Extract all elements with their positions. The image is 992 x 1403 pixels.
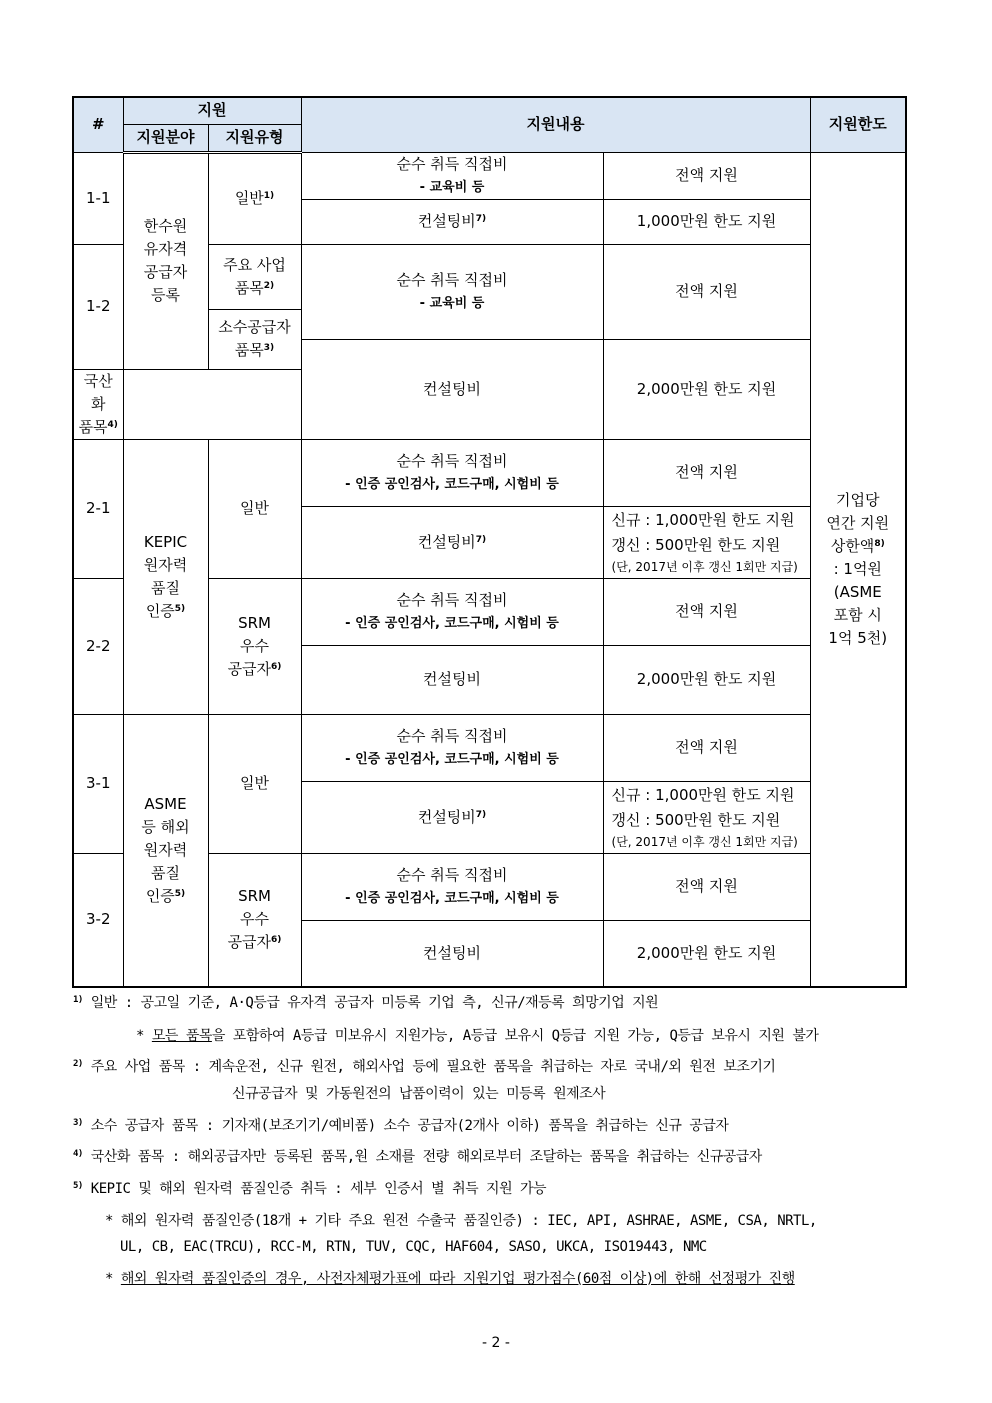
footnote-5-b: UL, CB, EAC(TRCU), RCC-M, RTN, TUV, CQC, HAF604, SASO, UKCA, ISO19443, NMC	[120, 1239, 707, 1255]
footnote-5-c	[105, 1268, 795, 1290]
amount-note: (단, 2017년 이후 갱신 1회만 지급)	[611, 560, 798, 574]
footnote-text: 을 포함하여 A등급 미보유시 지원가능, A등급 보유시 Q등급 지원 가능, Q등급 보유시 지원 불가	[211, 1028, 819, 1044]
header-no: #	[73, 97, 123, 152]
row-number: 1-1	[73, 152, 123, 244]
limit-line: 상한액	[830, 536, 875, 555]
type-cell: 일반	[208, 439, 301, 578]
content-cell	[301, 578, 603, 645]
amount-cell: 1,000만원 한도 지원	[603, 199, 810, 244]
footnote-underlined: 모든 품목	[151, 1028, 212, 1044]
amount-cell	[603, 781, 810, 853]
footnote-ref: 6)	[271, 935, 282, 946]
amount-renew: 갱신 : 500만원 한도 지원	[611, 536, 781, 554]
field-line: 품질	[151, 863, 180, 882]
field-line: 등 해외	[141, 817, 190, 836]
footnote-ref: 2)	[263, 280, 275, 291]
field-line: KEPIC	[143, 532, 188, 551]
type-cell	[208, 309, 301, 369]
header-field: 지원분야	[123, 124, 208, 152]
footnote-2-cont: 신규공급자 및 가동원전의 납품이력이 있는 미등록 원제조사	[232, 1086, 606, 1102]
footnote-underlined: 해외 원자력 품질인증의 경우, 사전자체평가표에 따라 지원기업 평가점수(60점 이상)에 한해 선정평가 진행	[120, 1271, 795, 1287]
footnote-ref: 5)	[174, 888, 186, 899]
field-line: 원자력	[143, 840, 188, 859]
footnote-text: *	[136, 1028, 152, 1044]
type-cell: 일반	[208, 714, 301, 853]
type-line: 국산화	[83, 371, 113, 413]
field-cell	[123, 439, 208, 714]
type-label: 일반	[234, 189, 264, 207]
footnote-marker: 5)	[73, 1181, 83, 1191]
field-cell	[123, 152, 208, 369]
amount-cell: 전액 지원	[603, 244, 810, 339]
field-line: 원자력	[143, 555, 188, 574]
header-content: 지원내용	[301, 97, 810, 152]
header-support: 지원	[123, 97, 301, 124]
footnote-marker: 4)	[73, 1149, 83, 1159]
type-line: 공급자	[227, 659, 272, 678]
content-cell	[301, 244, 603, 339]
footnote-ref: 6)	[271, 661, 282, 672]
limit-line: 포함 시	[833, 605, 882, 624]
limit-line: 1억 5천)	[828, 628, 888, 647]
footnote-marker: 2)	[73, 1059, 83, 1069]
content-cell	[301, 853, 603, 920]
content-cell	[301, 199, 603, 244]
field-cell	[123, 714, 208, 987]
footnote-text: KEPIC 및 해외 원자력 품질인증 취득 : 세부 인증서 별 취득 지원 가능	[90, 1181, 547, 1197]
content-sub: - 교육비 등	[419, 179, 485, 195]
content-cell: 컨설팅비	[301, 339, 603, 439]
type-line: SRM	[238, 887, 271, 906]
amount-new: 신규 : 1,000만원 한도 지원	[611, 786, 795, 804]
content-sub: - 인증 공인검사, 코드구매, 시험비 등	[345, 476, 559, 492]
limit-line: : 1억원	[833, 559, 882, 578]
footnote-5	[73, 1178, 546, 1200]
field-line: 품질	[151, 578, 180, 597]
content-line: 컨설팅비	[417, 807, 476, 826]
amount-new: 신규 : 1,000만원 한도 지원	[611, 511, 795, 529]
content-cell	[301, 506, 603, 578]
field-line: 인증	[145, 601, 175, 620]
content-line: 컨설팅비	[417, 212, 476, 230]
limit-line: (ASME	[833, 582, 882, 601]
footnote-4	[73, 1146, 762, 1168]
amount-cell: 전액 지원	[603, 714, 810, 781]
footnote-text: 일반 : 공고일 기준, A·Q등급 유자격 공급자 미등록 기업 측, 신규/재등록 희망기업 지원	[90, 995, 659, 1011]
type-line: 소수공급자	[218, 318, 291, 336]
field-line: 인증	[145, 886, 175, 905]
content-line: 순수 취득 직접비	[396, 865, 508, 884]
content-cell	[301, 781, 603, 853]
content-line: 순수 취득 직접비	[396, 154, 508, 173]
type-line: 주요 사업	[223, 255, 286, 274]
row-number: 1-2	[73, 244, 123, 369]
field-line: 유자격	[143, 240, 188, 258]
footnote-ref: 7)	[475, 534, 487, 545]
row-number: 2-1	[73, 439, 123, 578]
content-line: 컨설팅비	[417, 532, 476, 551]
content-line: 순수 취득 직접비	[396, 451, 508, 470]
header-limit: 지원한도	[810, 97, 906, 152]
footnote-text: 국산화 품목 : 해외공급자만 등록된 품목,원 소재를 전량 해외로부터 조달하는 품목을 취급하는 신규공급자	[90, 1149, 762, 1165]
content-sub: - 인증 공인검사, 코드구매, 시험비 등	[345, 615, 559, 631]
type-line: 우수	[240, 636, 269, 655]
limit-line: 연간 지원	[826, 513, 890, 532]
type-cell	[73, 369, 123, 439]
content-cell	[301, 714, 603, 781]
footnote-ref: 7)	[475, 214, 487, 224]
field-line: 등록	[151, 286, 180, 304]
footnote-text: 주요 사업 품목 : 계속운전, 신규 원전, 해외사업 등에 필요한 품목을 취급하는 자로 국내/외 원전 보조기기	[90, 1059, 776, 1075]
footnote-text: 소수 공급자 품목 : 기자재(보조기기/예비품) 소수 공급자(2개사 이하) 품목을 취급하는 신규 공급자	[90, 1118, 729, 1134]
footnote-1	[73, 992, 658, 1014]
type-line: SRM	[238, 613, 271, 632]
footnote-2	[73, 1056, 775, 1078]
footnote-1-sub	[136, 1025, 818, 1047]
row-number: 3-1	[73, 714, 123, 853]
support-table	[72, 96, 907, 988]
amount-cell	[603, 506, 810, 578]
type-line: 우수	[240, 910, 269, 929]
footnote-ref: 7)	[475, 809, 487, 820]
amount-cell: 전액 지원	[603, 853, 810, 920]
footnote-5-a: * 해외 원자력 품질인증(18개 + 기타 주요 원전 수출국 품질인증) : IEC, API, ASHRAE, ASME, CSA, NRTL,	[105, 1213, 817, 1229]
amount-cell: 2,000만원 한도 지원	[603, 920, 810, 987]
amount-renew: 갱신 : 500만원 한도 지원	[611, 811, 781, 829]
type-line: 공급자	[227, 933, 272, 952]
type-cell	[208, 152, 301, 244]
content-line: 순수 취득 직접비	[396, 726, 508, 745]
footnote-ref: 3)	[263, 343, 275, 353]
content-cell	[301, 152, 603, 199]
row-number: 3-2	[73, 853, 123, 987]
type-cell	[208, 578, 301, 714]
page-number: - 2 -	[482, 1335, 510, 1351]
footnote-ref: 8)	[874, 538, 885, 549]
field-line: ASME	[144, 794, 187, 813]
footnote-ref: 5)	[174, 603, 186, 614]
amount-cell: 전액 지원	[603, 152, 810, 199]
content-sub: - 인증 공인검사, 코드구매, 시험비 등	[345, 890, 559, 906]
limit-cell	[810, 152, 906, 987]
content-line: 순수 취득 직접비	[396, 590, 508, 609]
amount-note: (단, 2017년 이후 갱신 1회만 지급)	[611, 835, 798, 849]
footnote-ref: 4)	[107, 419, 118, 430]
row-number: 2-2	[73, 578, 123, 714]
amount-cell: 2,000만원 한도 지원	[603, 339, 810, 439]
type-line: 품목	[234, 278, 264, 297]
amount-cell: 전액 지원	[603, 439, 810, 506]
content-sub: - 인증 공인검사, 코드구매, 시험비 등	[345, 751, 559, 767]
header-type: 지원유형	[208, 124, 301, 152]
footnote-marker: 1)	[73, 995, 83, 1005]
type-line: 품목	[234, 341, 264, 359]
content-cell	[301, 439, 603, 506]
content-line: 순수 취득 직접비	[396, 270, 508, 289]
footnote-ref: 1)	[263, 191, 275, 201]
footnote-marker: 3)	[73, 1118, 83, 1128]
field-line: 한수원	[143, 217, 188, 235]
type-cell	[208, 244, 301, 309]
amount-cell: 2,000만원 한도 지원	[603, 645, 810, 714]
amount-cell: 전액 지원	[603, 578, 810, 645]
content-sub: - 교육비 등	[419, 295, 485, 311]
content-cell: 컨설팅비	[301, 920, 603, 987]
type-line: 품목	[78, 417, 108, 436]
content-cell: 컨설팅비	[301, 645, 603, 714]
footnote-text: *	[105, 1271, 121, 1287]
field-line: 공급자	[143, 263, 188, 281]
limit-line: 기업당	[836, 490, 880, 509]
type-cell	[208, 853, 301, 987]
footnote-3	[73, 1115, 728, 1137]
